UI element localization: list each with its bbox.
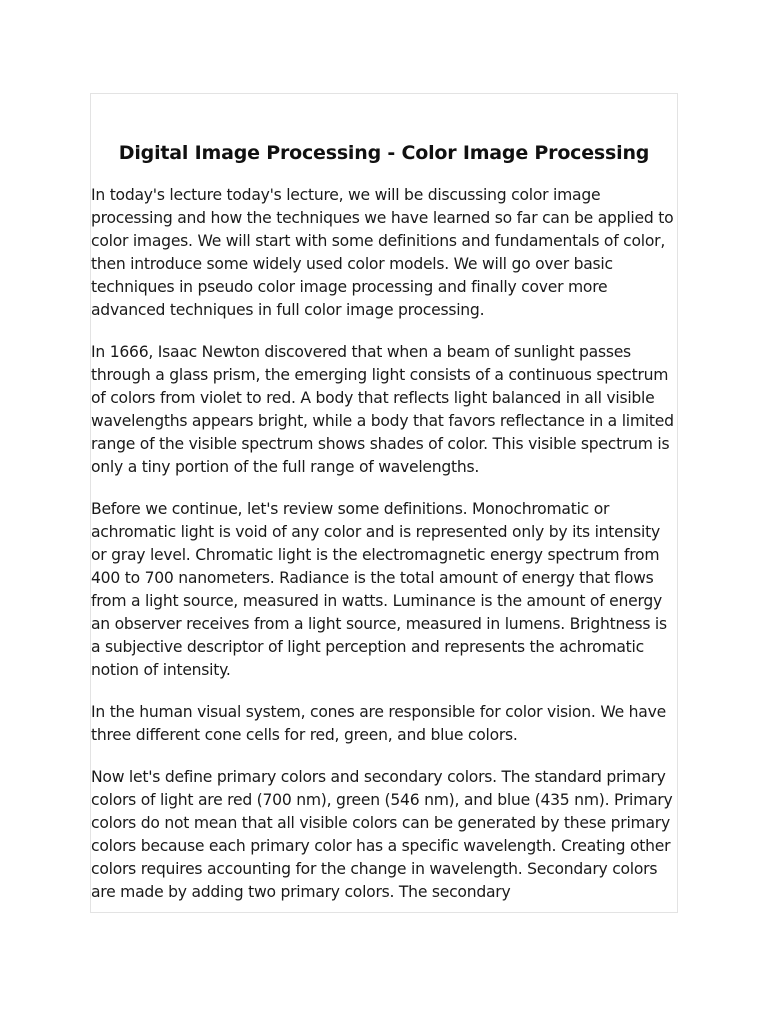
paragraph-visual-system: In the human visual system, cones are responsible for color vision. We have three different cone cells for red, green, and blue colors.	[91, 703, 666, 744]
paragraph-primary-colors: Now let's define primary colors and secondary colors. The standard primary colors of light are red (700 nm), green (546 nm), and blue (435 nm). Primary colors do not mean that all visible colors can be generated by these primary colors because each primary color has a specific wavelength. Creating other colors requires accounting for the change in wavelength. Secondary colors are made by adding two primary colors. The secondary	[91, 768, 673, 901]
paragraph-newton: In 1666, Isaac Newton discovered that when a beam of sunlight passes through a glass prism, the emerging light consists of a continuous spectrum of colors from violet to red. A body that reflects light balanced in all visible wavelengths appears bright, while a body that favors reflectance in a limited range of the visible spectrum shows shades of color. This visible spectrum is only a tiny portion of the full range of wavelengths.	[91, 343, 674, 476]
document-title: Digital Image Processing - Color Image Processing	[118, 142, 650, 164]
document-body	[91, 184, 677, 904]
document-page	[90, 93, 678, 913]
paragraph-intro: In today's lecture today's lecture, we will be discussing color image processing and how the techniques we have learned so far can be applied to color images. We will start with some definitions and fundamentals of color, then introduce some widely used color models. We will go over basic techniques in pseudo color image processing and finally cover more advanced techniques in full color image processing.	[91, 186, 674, 319]
paragraph-definitions: Before we continue, let's review some definitions. Monochromatic or achromatic light is void of any color and is represented only by its intensity or gray level. Chromatic light is the electromagnetic energy spectrum from 400 to 700 nanometers. Radiance is the total amount of energy that flows from a light source, measured in watts. Luminance is the amount of energy an observer receives from a light source, measured in lumens. Brightness is a subjective descriptor of light perception and represents the achromatic notion of intensity.	[91, 500, 667, 679]
